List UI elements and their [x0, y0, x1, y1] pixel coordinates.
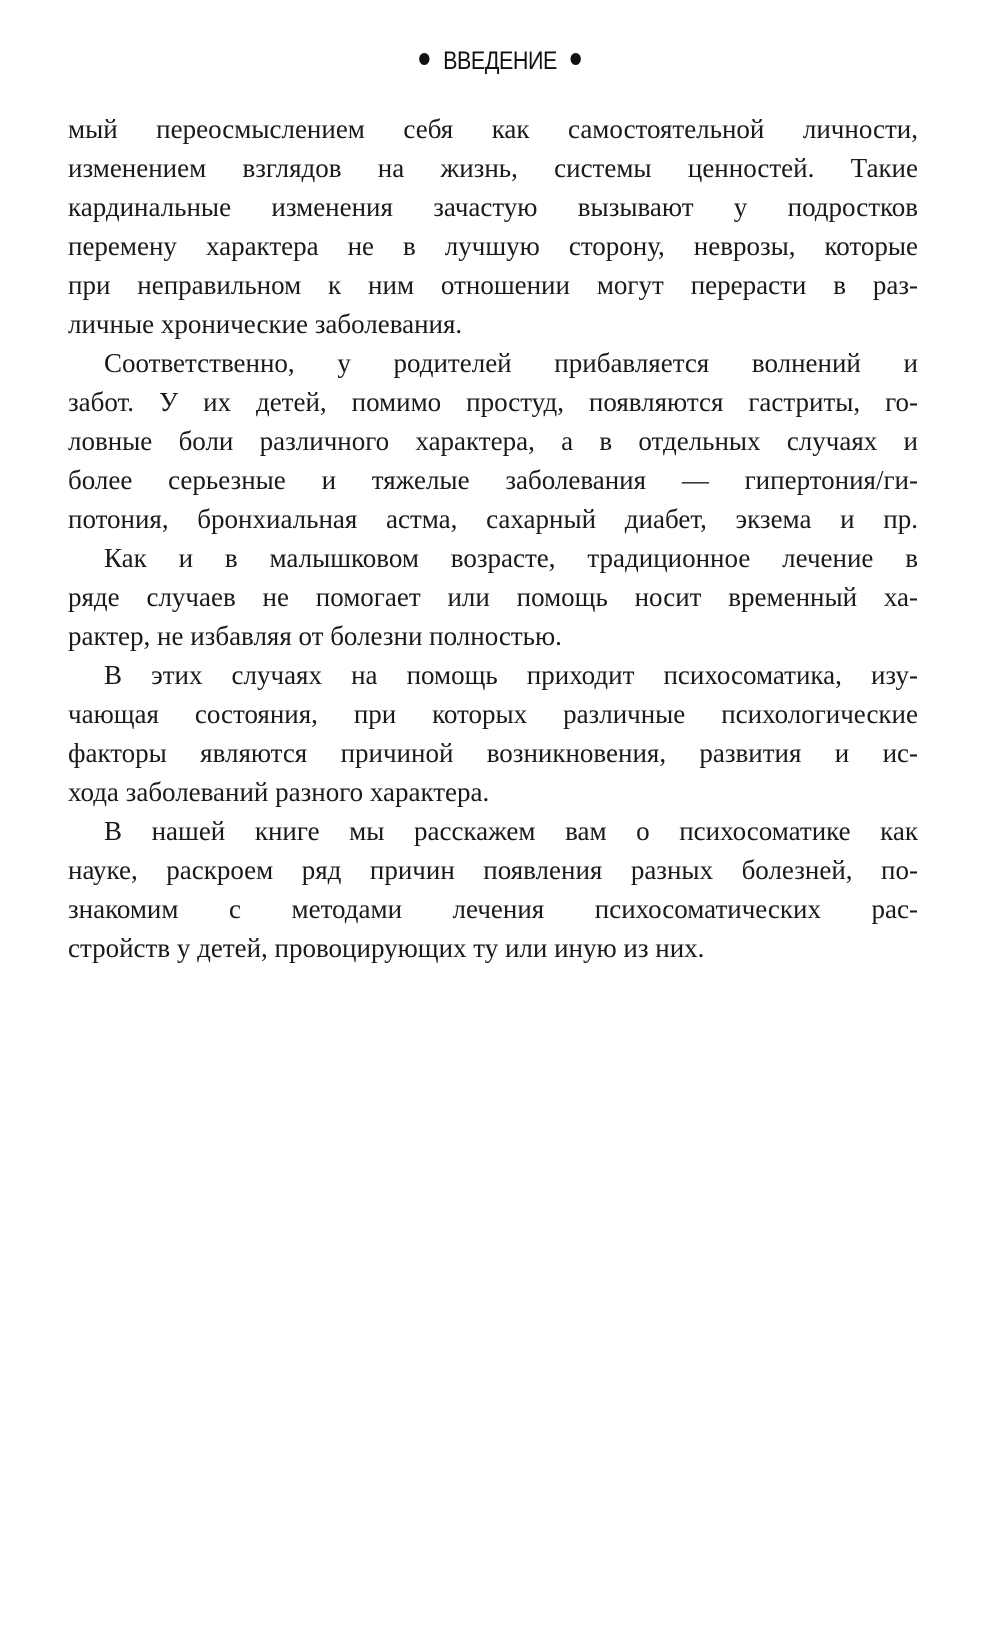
text-line: более серьезные и тяжелые заболевания — гипертония/ги- — [68, 465, 918, 495]
text-line: хода заболеваний разного характера. — [68, 777, 490, 807]
text-line: стройств у детей, провоцирующих ту или иную из них. — [68, 933, 705, 963]
text-line: ловные боли различного характера, а в отдельных случаях и — [68, 426, 918, 456]
paragraph — [68, 110, 918, 344]
bullet-right-icon — [571, 53, 581, 65]
paragraph — [68, 656, 918, 812]
text-line: Соответственно, у родителей прибавляется волнений и — [104, 348, 918, 378]
text-line: кардинальные изменения зачастую вызывают у подростков — [68, 192, 918, 222]
text-line: факторы являются причиной возникновения, развития и ис- — [68, 738, 918, 768]
text-line: перемену характера не в лучшую сторону, неврозы, которые — [68, 231, 918, 261]
chapter-title: ВВЕДЕНИЕ — [443, 47, 557, 75]
text-line: В этих случаях на помощь приходит психосоматика, изу- — [104, 660, 918, 690]
paragraph — [68, 344, 918, 539]
text-line: при неправильном к ним отношении могут перерасти в раз- — [68, 270, 918, 300]
running-header — [70, 47, 930, 76]
paragraph — [68, 539, 918, 656]
text-line: потония, бронхиальная астма, сахарный диабет, экзема и пр. — [68, 504, 918, 534]
text-line: изменением взглядов на жизнь, системы ценностей. Такие — [68, 153, 918, 183]
text-line: мый переосмыслением себя как самостоятельной личности, — [68, 114, 918, 144]
body-text — [68, 110, 918, 968]
text-line: рактер, не избавляя от болезни полностью. — [68, 621, 562, 651]
text-line: чающая состояния, при которых различные психологические — [68, 699, 918, 729]
text-line: знакомим с методами лечения психосоматических рас- — [68, 894, 918, 924]
text-line: В нашей книге мы расскажем вам о психосоматике как — [104, 816, 918, 846]
text-line: личные хронические заболевания. — [68, 309, 463, 339]
paragraph — [68, 812, 918, 968]
text-line: науке, раскроем ряд причин появления разных болезней, по- — [68, 855, 918, 885]
text-line: ряде случаев не помогает или помощь носит временный ха- — [68, 582, 918, 612]
text-line: Как и в малышковом возрасте, традиционное лечение в — [104, 543, 918, 573]
text-line: забот. У их детей, помимо простуд, появляются гастриты, го- — [68, 387, 918, 417]
bullet-left-icon — [419, 53, 429, 65]
